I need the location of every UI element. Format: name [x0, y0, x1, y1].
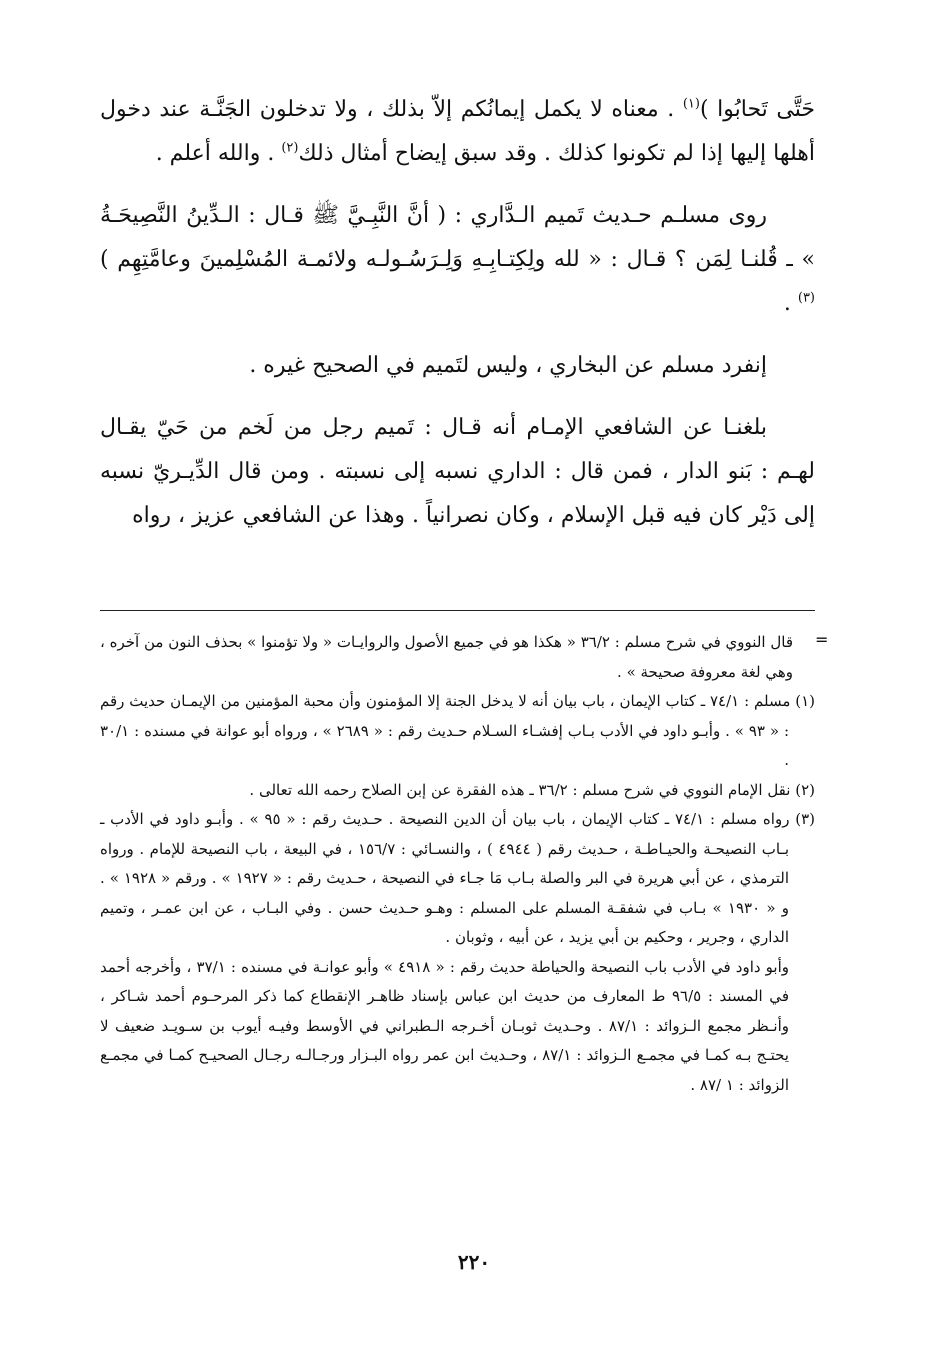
- paragraph-2-text: روى مسلـم حـديث تَميم الـدَّاري : ( أنَّ النَّبِـيَّ ﷺ قـال : الـدِّينُ النَّصِيحَـةُ » ـ قُلنـا لِمَن ؟ قـال : « لله ولِكِتـابِـهِ وَلِـرَسُـولـه ولائمـة المُسْلِمينَ وعامَّتِهِم ): [100, 203, 815, 272]
- footnote-3: (٣) رواه مسلم : ٧٤/١ ـ كتاب الإيمان ، باب بيان أن الدين النصيحة . حـديث رقم : « ٩٥ » . وأبـو داود في الأدب ـ بـاب النصيحـة والحيـاطـة ، حـديث رقم ( ٤٩٤٤ ) ، والنسـائي : ١٥٦/٧ ، في البيعة ، باب النصيحة للإمام . ورواه الترمذي ، عن أبي هريرة في البر والصلة بـاب مَا جـاء في النصيحة ، حـديث رقم : « ١٩٢٧ » . ورقم « ١٩٢٨ » . و « ١٩٣٠ » بـاب في شفقـة المسلم على المسلم : وهـو حـديث حسن . وفي البـاب ، عن ابن عمـر ، وتميم الداري ، وجرير ، وحكيم بن أبي يزيد ، عن أبيه ، وثوبان .: [100, 810, 815, 946]
- paragraph-1-text-cont: . معناه لا يكمل إيمانُكم إلاّ بذلك ، ولا تدخلون الجَنَّـة عند دخول أهلها إليها إذا لم تكونوا كذلك . وقد سبق إيضاح أمثال ذلك: [100, 97, 815, 166]
- paragraph-4: بلغنـا عن الشافعي الإمـام أنه قـال : تَميم رجل من لَخم من حَيّ يقـال لهـم : بَنو الدار ، فمن قال : الداري نسبه إلى نسبته . ومن قال الدِّيـريّ نسبه إلى دَيْر كان فيه قبل الإسلام ، وكان نصرانياً . وهذا عن الشافعي عزيز ، رواه: [100, 415, 815, 528]
- paragraph-2: [100, 194, 815, 326]
- main-text: [100, 88, 815, 538]
- continuation-marker: =: [815, 630, 829, 649]
- paragraph-1-text-end: . والله أعلم .: [155, 141, 282, 166]
- footnote-continuation: قال النووي في شرح مسلم : ٣٦/٢ « هكذا هو في جميع الأصول والروايـات « ولا تؤمنوا » بحذف النون من آخره ، وهي لغة معروفة صحيحة » .: [100, 633, 793, 681]
- paragraph-1: [100, 88, 815, 176]
- footnote-1: (١) مسلم : ٧٤/١ ـ كتاب الإيمان ، باب بيان أنه لا يدخل الجنة إلا المؤمنون وأن محبة المؤمنين من الإيمـان حديث رقم : « ٩٣ » . وأبـو داود في الأدب بـاب إفشـاء السـلام حـديث رقم : « ٢٦٨٩ » ، ورواه أبو عوانة في مسنده : ٣٠/١ .: [100, 692, 816, 769]
- footnote-ref-2[interactable]: (٢): [281, 140, 299, 156]
- page-number: ٢٢٠: [457, 1250, 491, 1274]
- paragraph-3: إنفرد مسلم عن البخاري ، وليس لتَميم في الصحيح غيره .: [249, 353, 767, 378]
- footnote-ref-3[interactable]: (٣): [797, 290, 815, 306]
- footnote-separator: [100, 610, 815, 611]
- footnote-2: (٢) نقل الإمام النووي في شرح مسلم : ٣٦/٢ ـ هذه الفقرة عن إبن الصلاح رحمه الله تعالى .: [249, 780, 815, 799]
- paragraph-2-text-end: .: [783, 291, 798, 316]
- footnote-3-continued: وأبو داود في الأدب باب النصيحة والحياطة حديث رقم : « ٤٩١٨ » وأبو عوانـة في مسنده : ٣٧/١ ، وأخرجه أحمد في المسند : ٩٦/٥ ط المعارف من حديث ابن عباس بإسناد ظاهـر الإنقطاع كما ذكر المرحـوم أحمد شـاكر ، وأنـظر مجمع الـزوائد : ٨٧/١ . وحـديث ثوبـان أخـرجه الـطبراني في الأوسط وفيـه أيوب بن سـويـد ضعيف لا يحتـج بـه كمـا في مجمـع الـزوائد : ٨٧/١ ، وحـديث ابن عمر رواه البـزار ورجـالـه رجـال الصحيـح كمـا في مجمـع الزوائد : ١ /٨٧ .: [100, 957, 790, 1094]
- footnote-ref-1[interactable]: (١): [682, 96, 700, 112]
- footnotes: [100, 628, 815, 1100]
- paragraph-1-text: حَتَّى تَحابُوا ): [699, 97, 815, 122]
